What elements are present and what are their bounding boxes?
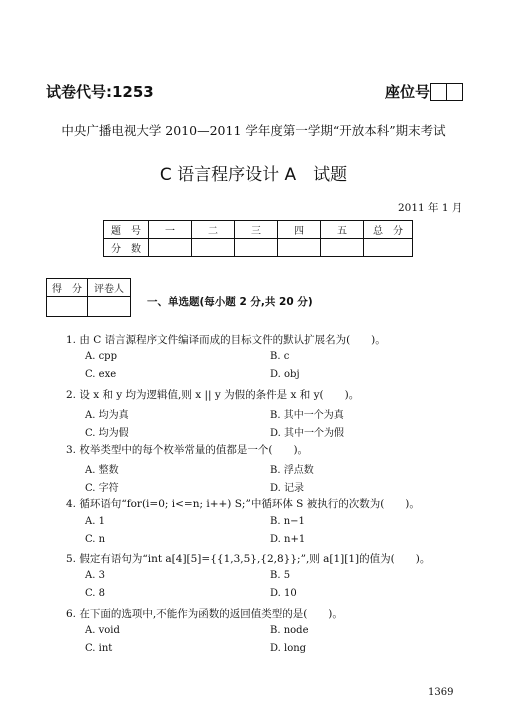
score-table-header-row [104, 221, 413, 239]
option-d[interactable]: D. 其中一个为假 [270, 428, 345, 439]
score-table-cell: 四 [278, 221, 321, 239]
paper-title: C 语言程序设计 A 试题 [159, 165, 348, 185]
score-table-cell: 一 [149, 221, 192, 239]
score-cell[interactable] [321, 239, 364, 257]
option-d[interactable]: D. 记录 [270, 483, 305, 494]
option-a[interactable]: A. 3 [85, 570, 105, 581]
score-cell[interactable] [364, 239, 413, 257]
option-b[interactable]: B. 浮点数 [270, 465, 314, 476]
option-b[interactable]: B. node [270, 625, 309, 636]
grader-score-cell[interactable] [47, 297, 88, 317]
score-table-cell: 题 号 [104, 221, 149, 239]
score-table-cell: 总 分 [364, 221, 413, 239]
option-c[interactable]: C. exe [85, 369, 117, 380]
option-d[interactable]: D. 10 [270, 588, 297, 599]
grader-score-label: 得 分 [47, 279, 88, 297]
option-a[interactable]: A. 1 [85, 516, 105, 527]
question-text: 5. 假定有语句为“int a[4][5]={{1,3,5},{2,8}};”,则 a[1][1]的值为( )。 [66, 553, 431, 565]
score-table-cell: 五 [321, 221, 364, 239]
seat-box[interactable] [430, 83, 447, 101]
score-cell[interactable] [192, 239, 235, 257]
score-table-cell: 二 [192, 221, 235, 239]
option-a[interactable]: A. void [85, 625, 120, 636]
seat-number [385, 81, 463, 102]
score-table-cell: 三 [235, 221, 278, 239]
score-table-score-row [104, 239, 413, 257]
option-a[interactable]: A. 均为真 [85, 410, 129, 421]
page-number: 1369 [428, 687, 454, 698]
option-c[interactable]: C. 8 [85, 588, 106, 599]
exam-title: 中央广播电视大学 2010—2011 学年度第一学期“开放本科”期末考试 [61, 123, 446, 138]
option-c[interactable]: C. 均为假 [85, 428, 129, 439]
score-row-label: 分 数 [104, 239, 149, 257]
question-text: 1. 由 C 语言源程序文件编译而成的目标文件的默认扩展名为( )。 [66, 334, 386, 346]
option-a[interactable]: A. cpp [85, 351, 117, 362]
option-c[interactable]: C. int [85, 643, 113, 654]
section-title: 一、单选题(每小题 2 分,共 20 分) [147, 296, 313, 308]
option-b[interactable]: B. n−1 [270, 516, 305, 527]
option-a[interactable]: A. 整数 [85, 465, 119, 476]
score-cell[interactable] [278, 239, 321, 257]
option-b[interactable]: B. c [270, 351, 290, 362]
question-text: 6. 在下面的选项中,不能作为函数的返回值类型的是( )。 [66, 608, 343, 620]
option-c[interactable]: C. 字符 [85, 483, 119, 494]
grader-table [46, 278, 131, 317]
seat-label: 座位号 [385, 83, 431, 101]
exam-date: 2011 年 1 月 [398, 202, 463, 214]
question-text: 3. 枚举类型中的每个枚举常量的值都是一个( )。 [66, 444, 309, 456]
exam-code: 试卷代号:1253 [46, 83, 154, 101]
grader-name-cell[interactable] [88, 297, 131, 317]
option-b[interactable]: B. 5 [270, 570, 291, 581]
question-text: 4. 循环语句“for(i=0; i<=n; i++) S;”中循环体 S 被执行的次数为( )。 [66, 498, 420, 510]
score-table [103, 220, 413, 257]
score-cell[interactable] [235, 239, 278, 257]
seat-box[interactable] [447, 83, 463, 101]
option-c[interactable]: C. n [85, 534, 106, 545]
score-cell[interactable] [149, 239, 192, 257]
option-d[interactable]: D. long [270, 643, 307, 654]
option-b[interactable]: B. 其中一个为真 [270, 410, 344, 421]
option-d[interactable]: D. n+1 [270, 534, 306, 545]
grader-name-label: 评卷人 [88, 279, 131, 297]
question-text: 2. 设 x 和 y 均为逻辑值,则 x || y 为假的条件是 x 和 y( )。 [66, 389, 360, 401]
option-d[interactable]: D. obj [270, 369, 300, 380]
